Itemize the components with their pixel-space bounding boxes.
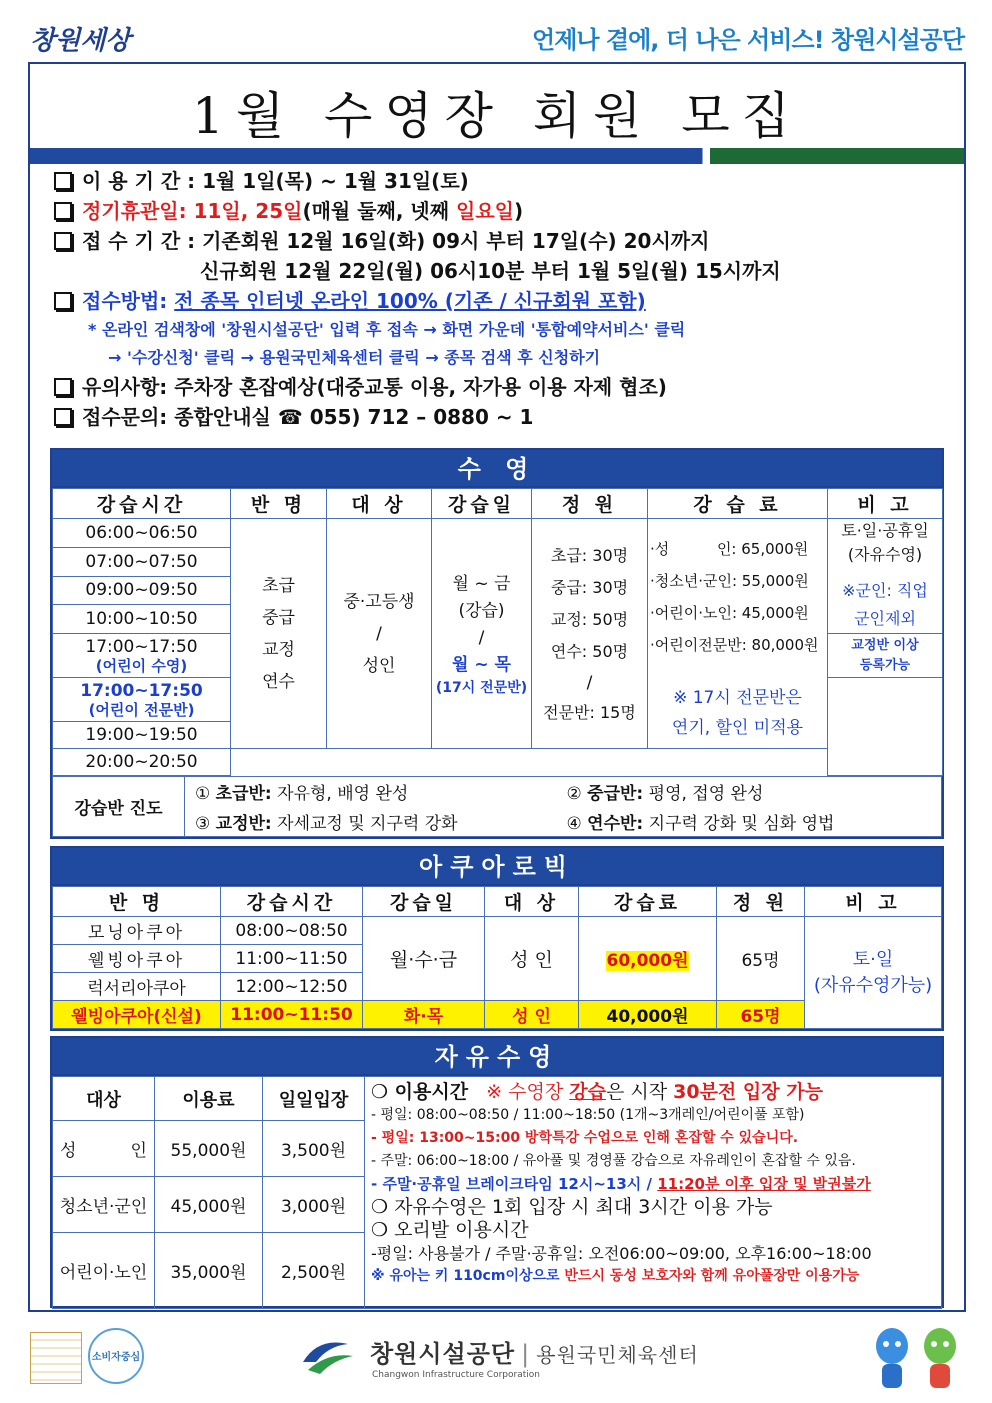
free-table bbox=[52, 1076, 942, 1309]
fee-note-2: 연기, 할인 미적용 bbox=[671, 718, 804, 738]
city-logo-text: 창원세상 bbox=[30, 26, 131, 56]
info-block bbox=[54, 166, 934, 432]
progress-num: ③ bbox=[195, 813, 211, 834]
swim-time-kids bbox=[53, 634, 231, 678]
class-intermediate: 중급 bbox=[262, 607, 295, 628]
fee-youth: ·청소년·군인: 55,000원 bbox=[650, 572, 809, 590]
swim-time: 06:00~06:50 bbox=[53, 519, 231, 548]
kids-a: ※ 유아는 키 110cm이상으로 bbox=[371, 1268, 565, 1284]
title-divider-bar bbox=[30, 148, 964, 164]
free-fee: 35,000원 bbox=[155, 1233, 263, 1309]
caution-label: 유의사항: bbox=[82, 375, 168, 399]
target-sep: / bbox=[376, 623, 382, 644]
time-kids-label: (어린이 수영) bbox=[95, 656, 188, 675]
capacity-special: 전문반: 15명 bbox=[543, 702, 636, 722]
hours-note-b: 강습 bbox=[569, 1081, 606, 1103]
hours-line bbox=[371, 1081, 935, 1104]
free-target: 청소년·군인 bbox=[53, 1177, 155, 1233]
capacity-beginner: 초급: 30명 bbox=[550, 545, 629, 565]
aqua-remark-free: (자유수영가능) bbox=[813, 974, 933, 996]
free-header: 이용료 bbox=[155, 1077, 263, 1121]
progress-item bbox=[185, 807, 565, 837]
free-target: 성 인 bbox=[53, 1121, 155, 1177]
aqua-fee-cell bbox=[579, 917, 717, 1001]
checkbox-icon bbox=[54, 408, 72, 426]
remark-military-2: 군인제외 bbox=[854, 609, 916, 628]
days-sep: / bbox=[478, 627, 485, 648]
swim-header: 정 원 bbox=[532, 489, 648, 519]
class-correction: 교정 bbox=[262, 639, 295, 660]
swim-remark-empty bbox=[828, 678, 943, 776]
free-fee: 45,000원 bbox=[155, 1177, 263, 1233]
swim-days bbox=[432, 519, 532, 749]
time-special: 17:00~17:50 bbox=[80, 680, 203, 701]
break-time bbox=[371, 1173, 935, 1196]
max-time: ❍ 자유수영은 1회 입장 시 최대 3시간 이용 가능 bbox=[371, 1196, 773, 1218]
swim-time: 10:00~10:50 bbox=[53, 605, 231, 634]
aqua-target: 성 인 bbox=[485, 917, 579, 1001]
contact-line bbox=[54, 402, 934, 432]
fee-note-1: ※ 17시 전문반은 bbox=[673, 688, 802, 708]
closed-days: 11일, 25일 bbox=[193, 199, 303, 223]
swim-header: 대 상 bbox=[327, 489, 432, 519]
fee-adult: ·성 인: 65,000원 bbox=[650, 540, 809, 558]
checkbox-icon bbox=[54, 378, 72, 396]
corporation-name-en: Changwon Infrastructure Corporation bbox=[372, 1370, 540, 1380]
free-fee: 55,000원 bbox=[155, 1121, 263, 1177]
weekday-hours: - 평일: 08:00~08:50 / 11:00~18:50 (1개~3개레인/어린이풀 포함) bbox=[371, 1107, 805, 1123]
closed-line bbox=[54, 196, 934, 226]
corp-name-text: 창원시설공단 bbox=[370, 1340, 516, 1368]
kids-b: 반드시 동성 보호자와 함께 유아풀장만 이용가능 bbox=[564, 1268, 860, 1284]
aqua-class-name: 럭서리아쿠아 bbox=[53, 973, 221, 1001]
hours-note-d: 30분전 입장 가능 bbox=[673, 1081, 823, 1103]
checkbox-icon bbox=[54, 202, 72, 220]
aqua-new-target: 성 인 bbox=[485, 1001, 579, 1029]
swim-header: 강 습 료 bbox=[648, 489, 828, 519]
remark-free-swim: (자유수영) bbox=[847, 545, 923, 564]
checkbox-icon bbox=[54, 172, 72, 190]
aqua-header: 강습료 bbox=[579, 887, 717, 917]
method-line bbox=[54, 286, 934, 316]
aqua-class-name: 모닝아쿠아 bbox=[53, 917, 221, 945]
free-target: 어린이·노인 bbox=[53, 1233, 155, 1309]
swim-target bbox=[327, 519, 432, 749]
duck-hours: -평일: 사용불가 / 주말·공휴일: 오전06:00~09:00, 오후16:00~18:00 bbox=[371, 1244, 872, 1263]
method-label: 접수방법: bbox=[82, 289, 168, 313]
page-title: 1월 수영장 회원 모집 bbox=[192, 87, 802, 145]
reception-new: 신규회원 12월 22일(월) 06시10분 부터 1월 5일(월) 15시까지 bbox=[200, 259, 781, 283]
progress-desc: 자유형, 배영 완성 bbox=[277, 784, 409, 805]
aqua-remark bbox=[805, 917, 942, 1029]
swim-title: 수 영 bbox=[52, 450, 942, 488]
break-b: 11:20분 이후 입장 및 발권불가 bbox=[657, 1175, 871, 1193]
hours-note-a: ※ 수영장 bbox=[486, 1081, 570, 1103]
progress-item bbox=[565, 807, 942, 837]
class-beginner: 초급 bbox=[262, 575, 295, 596]
swim-time: 20:00~20:50 bbox=[53, 749, 231, 776]
class-advanced: 연수 bbox=[262, 671, 295, 692]
aqua-remark-weekend: 토·일 bbox=[852, 948, 894, 970]
remark-correction: 교정반 이상 bbox=[851, 637, 919, 653]
fee-child-special: ·어린이전문반: 80,000원 bbox=[650, 636, 819, 654]
swim-header: 강습시간 bbox=[53, 489, 231, 519]
progress-desc: 지구력 강화 및 심화 영법 bbox=[648, 813, 835, 834]
reception-line bbox=[54, 226, 934, 256]
swim-classes bbox=[231, 519, 327, 749]
target-students: 중·고등생 bbox=[343, 591, 415, 612]
swim-time: 07:00~07:50 bbox=[53, 547, 231, 576]
days-mon-thu: 월 ~ 목 bbox=[452, 654, 511, 675]
aqua-title: 아쿠아로빅 bbox=[52, 848, 942, 886]
closed-rest-b: ) bbox=[513, 199, 524, 223]
capacity-advanced: 연수: 50명 bbox=[550, 641, 629, 661]
free-daily: 2,500원 bbox=[263, 1233, 365, 1309]
swim-header: 반 명 bbox=[231, 489, 327, 519]
reception-label: 접 수 기 간 : bbox=[82, 229, 196, 253]
progress-name: 중급반: bbox=[587, 784, 644, 805]
days-lesson: (강습) bbox=[458, 600, 505, 621]
free-swim-section bbox=[50, 1036, 944, 1308]
aqua-header: 강습시간 bbox=[221, 887, 363, 917]
free-daily: 3,000원 bbox=[263, 1177, 365, 1233]
progress-num: ① bbox=[195, 784, 211, 805]
aqua-new-fee: 40,000원 bbox=[579, 1001, 717, 1029]
swim-time: 19:00~19:50 bbox=[53, 722, 231, 749]
online-note-1: * 온라인 검색창에 '창원시설공단' 입력 후 접속 → 화면 가운데 '통합예약서비스' 클릭 bbox=[88, 320, 686, 339]
aqua-new-days: 화·목 bbox=[363, 1001, 485, 1029]
certification-badge-icon bbox=[30, 1332, 82, 1384]
aqua-time: 11:00~11:50 bbox=[221, 945, 363, 973]
aqua-new-time: 11:00~11:50 bbox=[221, 1001, 363, 1029]
swim-time: 09:00~09:50 bbox=[53, 576, 231, 605]
aqua-header: 반 명 bbox=[53, 887, 221, 917]
time-special-label: (어린이 전문반) bbox=[88, 700, 195, 719]
swim-capacity bbox=[532, 519, 648, 749]
method-value: 전 종목 인터넷 온라인 100% (기존 / 신규회원 포함) bbox=[174, 289, 646, 313]
progress-num: ② bbox=[566, 784, 582, 805]
time-kids: 17:00~17:50 bbox=[85, 636, 198, 657]
progress-desc: 평영, 접영 완성 bbox=[648, 784, 764, 805]
swim-remark-2 bbox=[828, 634, 943, 678]
kids-rule bbox=[371, 1265, 935, 1288]
slogan: 언제나 곁에, 더 나은 서비스! 창원시설공단 bbox=[532, 26, 964, 54]
swim-time-special bbox=[53, 678, 231, 722]
reception-new-line bbox=[54, 256, 934, 286]
break-a: - 주말·공휴일 브레이크타임 12시~13시 / bbox=[371, 1175, 658, 1193]
free-header: 대상 bbox=[53, 1077, 155, 1121]
weekday-busy: - 평일: 13:00~15:00 방학특강 수업으로 인해 혼잡할 수 있습니다. bbox=[371, 1130, 799, 1146]
period-label: 이 용 기 간 : bbox=[82, 169, 196, 193]
closed-sunday: 일요일 bbox=[456, 199, 514, 223]
ccm-text: 소비자중심 bbox=[91, 1352, 141, 1363]
hours-label: ❍ 이용시간 bbox=[371, 1081, 469, 1103]
remark-register: 등록가능 bbox=[859, 657, 911, 673]
progress-item bbox=[185, 777, 565, 807]
target-adult: 성인 bbox=[362, 655, 396, 676]
aqua-time: 08:00~08:50 bbox=[221, 917, 363, 945]
aqua-new-name: 웰빙아쿠아(신설) bbox=[53, 1001, 221, 1029]
capacity-intermediate: 중급: 30명 bbox=[550, 577, 629, 597]
fee-child: ·어린이·노인: 45,000원 bbox=[650, 604, 809, 622]
period-value: 1월 1일(목) ~ 1월 31일(토) bbox=[202, 169, 469, 193]
free-header: 일일입장 bbox=[263, 1077, 365, 1121]
city-logo bbox=[30, 20, 130, 57]
aqua-header: 대 상 bbox=[485, 887, 579, 917]
free-daily: 3,500원 bbox=[263, 1121, 365, 1177]
aqua-days: 월·수·금 bbox=[363, 917, 485, 1001]
ccm-badge-icon bbox=[88, 1328, 144, 1384]
center-name: 용원국민체육센터 bbox=[536, 1343, 699, 1367]
aqua-fee: 60,000원 bbox=[606, 951, 689, 971]
days-weekdays: 월 ~ 금 bbox=[452, 573, 511, 594]
checkbox-icon bbox=[54, 232, 72, 250]
progress-num: ④ bbox=[566, 813, 582, 834]
free-details bbox=[365, 1077, 942, 1309]
aqua-time: 12:00~12:50 bbox=[221, 973, 363, 1001]
remark-military: ※군인: 직업 bbox=[842, 581, 928, 600]
closed-label: 정기휴관일: bbox=[82, 199, 187, 223]
progress-desc: 자세교정 및 지구력 강화 bbox=[277, 813, 458, 834]
mascot-green-icon bbox=[920, 1326, 960, 1394]
free-title: 자유수영 bbox=[52, 1038, 942, 1076]
closed-rest-a: (매월 둘째, 넷째 bbox=[302, 199, 456, 223]
reception-existing: 기존회원 12월 16일(화) 09시 부터 17일(수) 20시까지 bbox=[202, 229, 710, 253]
aqua-section bbox=[50, 846, 944, 1031]
swim-header: 강습일 bbox=[432, 489, 532, 519]
contact-value: 종합안내실 ☎ 055) 712 – 0880 ~ 1 bbox=[174, 405, 534, 429]
swim-section bbox=[50, 448, 944, 839]
period-line bbox=[54, 166, 934, 196]
online-note-2: → '수강신청' 클릭 → 용원국민체육센터 클릭 → 종목 검색 후 신청하기 bbox=[108, 348, 601, 367]
caution-line bbox=[54, 372, 934, 402]
swim-fees bbox=[648, 519, 828, 749]
days-special: (17시 전문반) bbox=[435, 679, 528, 696]
footer bbox=[0, 1320, 992, 1400]
progress-name: 초급반: bbox=[215, 784, 272, 805]
aqua-header: 정 원 bbox=[717, 887, 805, 917]
capacity-sep: / bbox=[586, 672, 593, 693]
swim-header: 비 고 bbox=[828, 489, 943, 519]
remark-weekend: 토·일·공휴일 bbox=[841, 521, 929, 540]
swim-remark-1 bbox=[828, 519, 943, 634]
progress-item bbox=[565, 777, 942, 807]
aqua-class-name: 웰빙아쿠아 bbox=[53, 945, 221, 973]
aqua-table bbox=[52, 886, 942, 1029]
aqua-capacity: 65명 bbox=[717, 917, 805, 1001]
mascot-blue-icon bbox=[872, 1326, 912, 1394]
checkbox-icon bbox=[54, 292, 72, 310]
progress-name: 교정반: bbox=[215, 813, 272, 834]
corporation-name: 창원시설공단 | 용원국민체육센터 bbox=[370, 1340, 699, 1368]
duck-title: ❍ 오리발 이용시간 bbox=[371, 1219, 529, 1241]
aqua-header: 비 고 bbox=[805, 887, 942, 917]
weekend-hours: - 주말: 06:00~18:00 / 유아풀 및 경영풀 강습으로 자유레인이 혼잡할 수 있음. bbox=[371, 1153, 856, 1169]
corporation-logo-icon bbox=[298, 1332, 358, 1382]
progress-table bbox=[52, 776, 942, 837]
capacity-correction: 교정: 50명 bbox=[550, 609, 629, 629]
swim-table bbox=[52, 488, 943, 776]
contact-label: 접수문의: bbox=[82, 405, 168, 429]
progress-name: 연수반: bbox=[587, 813, 644, 834]
aqua-new-capacity: 65명 bbox=[717, 1001, 805, 1029]
caution-value: 주차장 혼잡예상(대중교통 이용, 자가용 이용 자제 협조) bbox=[174, 375, 667, 399]
progress-label: 강습반 진도 bbox=[53, 777, 185, 837]
aqua-header: 강습일 bbox=[363, 887, 485, 917]
hours-note-c: 은 시작 bbox=[605, 1081, 674, 1103]
